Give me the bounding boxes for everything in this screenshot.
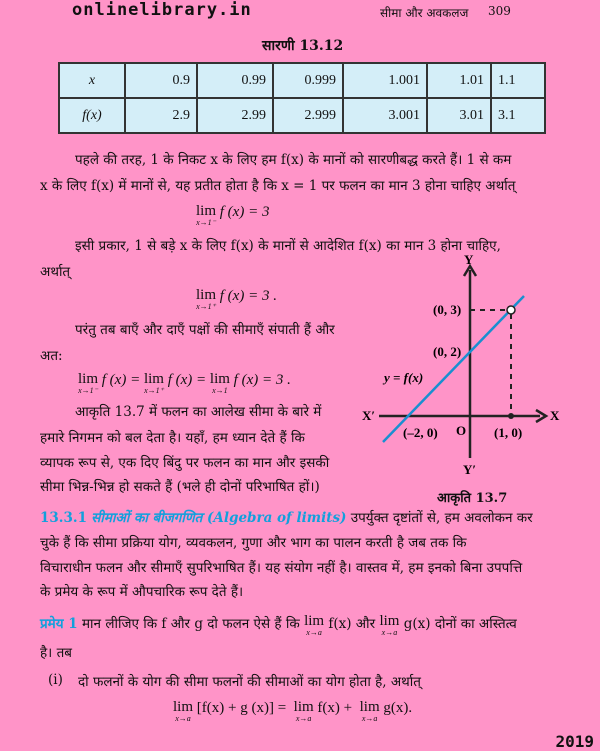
lim: lim [78, 371, 99, 387]
eq-part: f (x) = [167, 372, 207, 388]
site-watermark: onlinelibrary.in [72, 0, 252, 20]
x-label: X [550, 408, 560, 423]
point-1-0 [508, 413, 514, 419]
lim-sub: x→1 [212, 386, 228, 395]
lim: lim [143, 371, 164, 387]
lim-sub: x→a [381, 628, 398, 637]
text-line: चुके हैं कि सीमा प्रक्रिया योग, व्यवकलन, गुणा और भाग का पालन करती है जब तक कि [40, 535, 467, 551]
text-line: परंतु तब बाएँ और दाएँ पक्षों की सीमाएँ संपाती हैं और [75, 322, 335, 338]
label-1-0: (1, 0) [494, 425, 523, 440]
text: g(x) दोनों का अस्तित्व [399, 616, 517, 632]
text-line: दो फलनों के योग की सीमा फलनों की सीमाओं का योग होता है, अर्थात् [78, 674, 421, 690]
function-label: y = f(x) [384, 370, 424, 385]
cell: 1.1 [491, 63, 545, 98]
cell: 0.99 [197, 63, 273, 98]
label-minus2-0: (–2, 0) [403, 425, 438, 440]
text-line: व्यापक रूप से, एक दिए बिंदु पर फलन का मान और इसकी [40, 455, 330, 471]
cell: 3.001 [343, 98, 427, 133]
lim: lim [359, 699, 380, 715]
theorem-line [40, 614, 517, 637]
text-line: उपर्युक्त दृष्टांतों से, हम अवलोकन कर [346, 510, 533, 526]
text-line: सीमा भिन्न-भिन्न हो सकते हैं (भले ही दोनों परिभाषित हों।) [40, 479, 320, 495]
lim-sub: x→1⁺ [144, 386, 164, 395]
y-prime-label: Y′ [463, 462, 477, 477]
section-heading-line [40, 508, 533, 526]
eq-part: f (x) = [101, 372, 141, 388]
text: f(x) और [324, 616, 380, 632]
y-label: Y [464, 252, 474, 267]
lim: lim [304, 613, 325, 629]
page-number: 309 [488, 4, 511, 18]
lim-sub: x→1⁺ [196, 302, 216, 311]
section-title: सीमाओं का बीजगणित (Algebra of limits) [91, 510, 347, 526]
lim-sub: x→a [175, 714, 191, 723]
x-prime-label: X′ [362, 408, 376, 423]
text-line: के प्रमेय के रूप में औपचारिक रूप देते हैं। [40, 584, 244, 600]
cell: 1.01 [427, 63, 491, 98]
cell: 1.001 [343, 63, 427, 98]
lim-sub: x→a [306, 628, 322, 637]
origin-label: O [456, 423, 467, 438]
lim-sub: x→a [361, 714, 378, 723]
lim-sub: x→1⁻ [78, 386, 98, 395]
lim: lim [379, 613, 400, 629]
cell: 3.1 [491, 98, 545, 133]
item-label: (i) [48, 672, 63, 688]
function-line [383, 296, 524, 442]
cell: f(x) [59, 98, 125, 133]
text-line: x के लिए f(x) में मानों से, यह प्रतीत होता है कि x = 1 पर फलन का मान 3 होना चाहिए अर्थात् [40, 178, 516, 194]
lim-sub: x→a [295, 714, 312, 723]
text-line: इसी प्रकार, 1 से बड़े x के लिए f(x) के मानों से आदेशित f(x) का मान 3 होना चाहिए, [75, 238, 501, 254]
eq-part: [f(x) + g (x)] = [196, 700, 287, 716]
eq-rest: f (x) = 3 . [219, 288, 277, 304]
text-line: अर्थात् [40, 264, 71, 280]
text-line: पहले की तरह, 1 के निकट x के लिए हम f(x) के मानों को सारणीबद्ध करते हैं। 1 से कम [75, 152, 512, 168]
theorem-label: प्रमेय 1 [40, 616, 78, 632]
open-point [507, 306, 515, 314]
chapter-title: सीमा और अवकलज [380, 6, 469, 20]
cell: 2.9 [125, 98, 197, 133]
cell: 0.999 [273, 63, 343, 98]
text-line: है। तब [40, 645, 72, 661]
text-line: विचाराधीन फलन और सीमाएँ सुपरिभाषित हैं। यह संयोग नहीं है। वास्तव में, हम इनको बिना उपपत्ति [40, 560, 523, 576]
cell: 2.99 [197, 98, 273, 133]
lim: lim [196, 203, 217, 219]
label-0-3: (0, 3) [433, 302, 462, 317]
cell: 2.999 [273, 98, 343, 133]
text-line: अत: [40, 348, 63, 364]
figure-caption: आकृति 13.7 [437, 491, 508, 506]
eq-part: g(x). [383, 700, 413, 716]
cell: 0.9 [125, 63, 197, 98]
text-line: हमारे निगमन को बल देता है। यहाँ, हम ध्यान देते हैं कि [40, 430, 305, 446]
text-line: आकृति 13.7 में फलन का आलेख सीमा के बारे में [75, 404, 322, 420]
section-number: 13.3.1 [40, 510, 87, 526]
sum-rule-equation [173, 700, 412, 723]
lim: lim [293, 699, 314, 715]
eq-part: f(x) + [317, 700, 353, 716]
year-watermark: 2019 [555, 732, 594, 751]
lim-sub: x→1⁻ [196, 218, 216, 227]
label-0-2: (0, 2) [433, 344, 462, 359]
text: मान लीजिए कि f और g दो फलन ऐसे हैं कि [77, 616, 305, 632]
lim: lim [173, 699, 194, 715]
lim: lim [209, 371, 230, 387]
eq-rest: f (x) = 3 [219, 204, 270, 220]
eq-part: f (x) = 3 . [233, 372, 291, 388]
cell: x [59, 63, 125, 98]
cell: 3.01 [427, 98, 491, 133]
table-title: सारणी 13.12 [262, 38, 344, 54]
lim: lim [196, 287, 217, 303]
